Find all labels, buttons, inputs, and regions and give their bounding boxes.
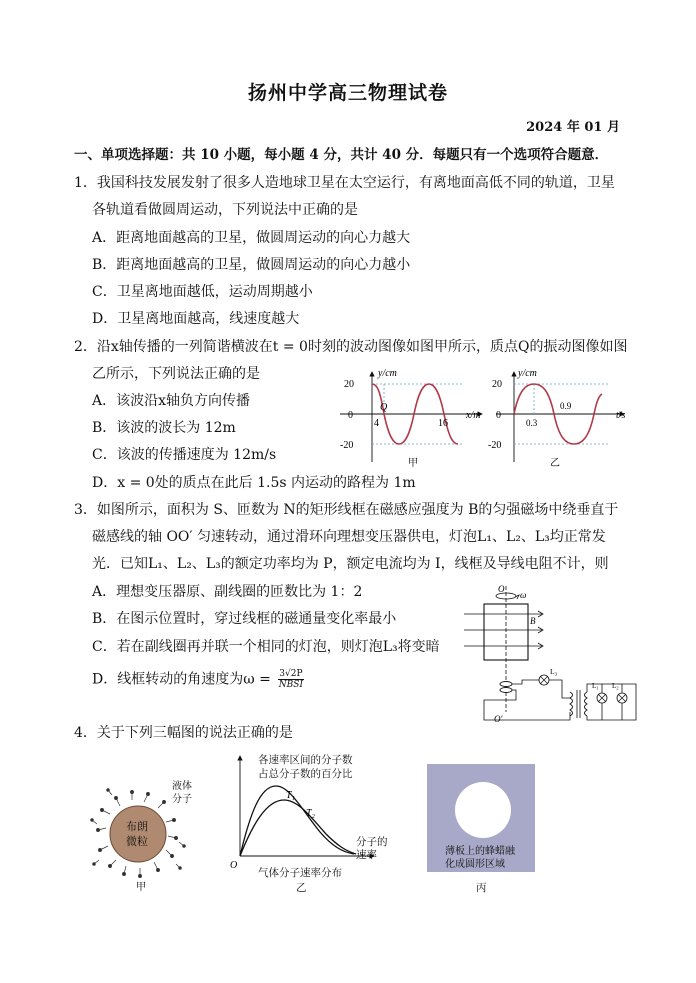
dist-x-label-line1: 分子的	[356, 836, 388, 848]
q1-option-c: C．卫星离地面越低，运动周期越小	[92, 284, 313, 300]
page-title: 扬州中学高三物理试卷	[247, 82, 448, 104]
label-t1: T₁	[286, 790, 296, 801]
brownian-particle	[110, 806, 166, 862]
wave-tick-4: 4	[374, 418, 379, 429]
wave-caption: 甲	[408, 458, 418, 469]
wax-plate	[427, 764, 535, 872]
wave-origin: 0	[348, 410, 353, 421]
dist-y-label-line1: 各速率区间的分子数	[258, 754, 353, 766]
vib-y-bottom: -20	[488, 440, 502, 451]
q2-stem-line2: 乙所示，下列说法正确的是	[92, 366, 260, 382]
omega-label: ω	[520, 590, 527, 600]
wax-caption: 丙	[476, 882, 487, 894]
q2-stem-line1: 2．沿x轴传播的一列简谐横波在t = 0时刻的波动图像如图甲所示，质点Q的振动图像如图	[74, 339, 628, 355]
dist-y-label-line2: 占总分子数的百分比	[258, 768, 353, 780]
brownian-caption: 甲	[136, 882, 146, 892]
wax-label-line2: 化成圆形区域	[445, 859, 505, 870]
melted-wax-circle	[455, 782, 511, 838]
dist-subtitle: 气体分子速率分布	[258, 867, 342, 879]
q3-option-b: B．在图示位置时，穿过线框的磁通量变化率最小	[92, 611, 397, 627]
q3-stem-line2: 磁感线的轴 OO′ 匀速转动，通过滑环向理想变压器供电，灯泡L₁、L₂、L₃均正常发	[92, 529, 606, 545]
q3-stem-line1: 3．如图所示，面积为 S、匝数为 N的矩形线框在磁感应强度为 B的匀强磁场中绕垂直于	[74, 502, 619, 518]
wave-x-label: x/m	[466, 410, 481, 421]
q3-option-d-fraction	[278, 669, 303, 690]
q3-option-a: A．理想变压器原、副线圈的匝数比为 1：2	[92, 584, 363, 600]
vib-y-top: 20	[492, 379, 502, 390]
q1-stem-line2: 各轨道看做圆周运动，下列说法中正确的是	[92, 202, 358, 218]
lamp-l3-label: L₃	[550, 667, 558, 676]
lamp-l1-label: L₁	[592, 682, 599, 690]
vib-x-label: t/s	[616, 410, 626, 421]
fraction-numerator: 3√2P	[279, 669, 303, 679]
wave-point-q: Q	[380, 402, 388, 413]
liquid-label-line1: 液体	[172, 781, 192, 792]
vib-tick-03: 0.3	[526, 418, 538, 428]
label-t2: T₂	[306, 808, 316, 819]
q3-stem-line3: 光．已知L₁、L₂、L₃的额定功率均为 P，额定电流均为 I，线框及导线电阻不计，则	[92, 556, 609, 572]
wave-y-bottom: -20	[340, 440, 354, 451]
q1-stem-line1: 1．我国科技发展发射了很多人造地球卫星在太空运行，有离地面高低不同的轨道，卫星	[74, 175, 615, 191]
wave-tick-16: 16	[438, 418, 448, 429]
dist-x-label-line2: 速率	[356, 849, 377, 861]
vib-origin: 0	[496, 410, 501, 421]
q3-option-c: C．若在副线圈再并联一个相同的灯泡，则灯泡L₃将变暗	[92, 639, 440, 655]
secondary-coil	[585, 692, 588, 716]
q2-option-b: B．该波的波长为 12m	[92, 420, 236, 436]
wax-label-line1: 薄板上的蜂蜡融	[445, 846, 515, 857]
wave-y-label: y/cm	[378, 368, 397, 379]
particle-label-line2: 微粒	[126, 836, 148, 848]
q1-option-d: D．卫星离地面越高，线速度越大	[92, 311, 300, 327]
dist-origin: O	[230, 860, 238, 871]
dist-caption: 乙	[296, 882, 307, 894]
lamp-l2-label: L₂	[612, 682, 619, 690]
q2-option-c: C．该波的传播速度为 12m/s	[92, 447, 277, 463]
particle-label-line1: 布朗	[126, 821, 148, 833]
section-heading: 一、单项选择题：共 10 小题，每小题 4 分，共计 40 分．每题只有一个选项符合题意．	[74, 147, 609, 163]
q2-option-a: A．该波沿x轴负方向传播	[92, 393, 251, 409]
q1-option-a: A．距离地面越高的卫星，做圆周运动的向心力越大	[92, 230, 411, 246]
vib-caption: 乙	[550, 458, 560, 469]
wave-y-top: 20	[344, 379, 354, 390]
q2-wave-graph	[334, 366, 494, 470]
q1-option-b: B．距离地面越高的卫星，做圆周运动的向心力越小	[92, 257, 411, 273]
q2-vibration-graph	[486, 366, 636, 470]
exam-date: 2024 年 01 月	[526, 120, 620, 135]
q4-stem: 4．关于下列三幅图的说法正确的是	[74, 725, 293, 741]
liquid-label-line2: 分子	[172, 794, 192, 805]
vib-y-label: y/cm	[518, 368, 537, 379]
q2-option-d: D．x = 0处的质点在此后 1.5s 内运动的路程为 1m	[92, 475, 416, 491]
axis-label-o: O	[498, 584, 505, 594]
q3-option-d	[92, 669, 304, 690]
axis-label-o-prime: O′	[494, 714, 503, 724]
vib-tick-09: 0.9	[560, 401, 572, 411]
fraction-denominator: NBSI	[278, 680, 304, 690]
field-label-b: B	[530, 616, 536, 626]
q3-circuit-diagram	[462, 580, 640, 730]
q3-option-d-prefix: D．线框转动的角速度为ω =	[92, 671, 271, 688]
